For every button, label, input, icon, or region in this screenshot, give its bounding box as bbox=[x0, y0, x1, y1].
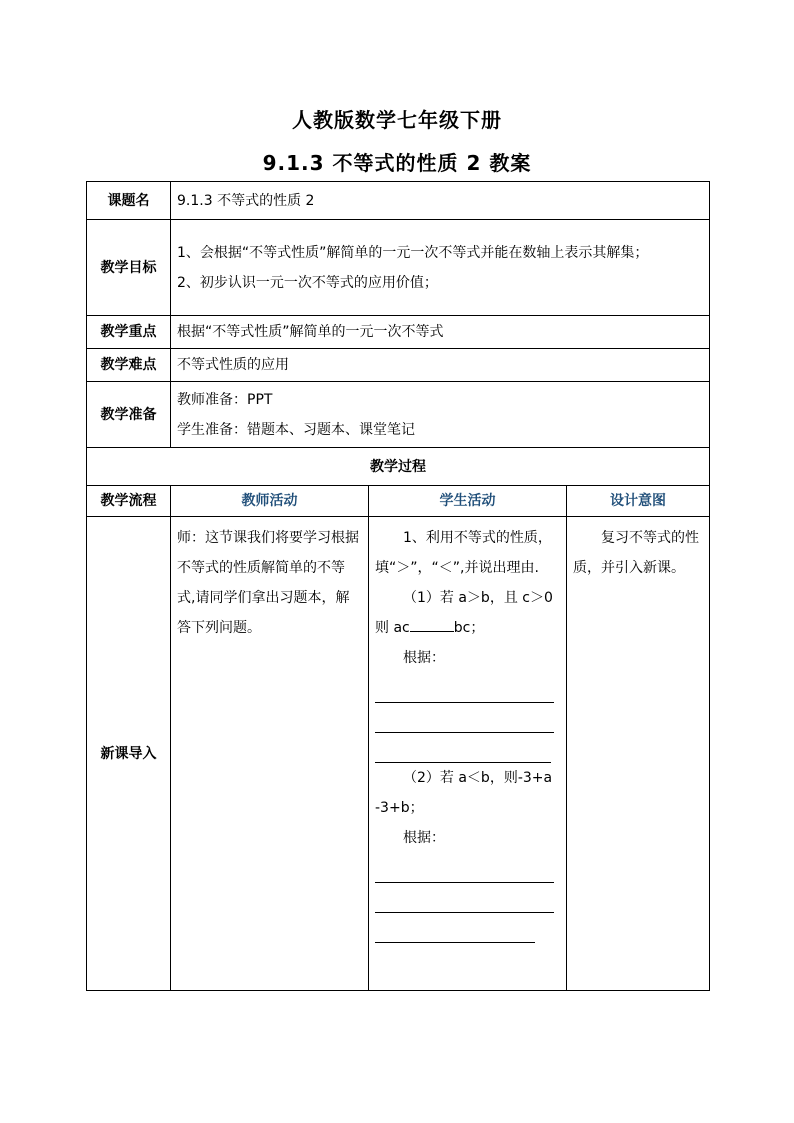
row-key-points bbox=[87, 316, 710, 349]
answer-line[interactable] bbox=[375, 703, 554, 733]
key-points-value: 根据“不等式性质”解简单的一元一次不等式 bbox=[171, 316, 710, 349]
question-2: （2）若 a＜b，则-3+a -3+b； bbox=[375, 770, 553, 816]
row-lesson-name bbox=[87, 182, 710, 220]
question-1-reason-label: 根据： bbox=[403, 650, 445, 666]
row-preparation bbox=[87, 382, 710, 448]
row-stage-intro bbox=[87, 517, 710, 991]
process-heading: 教学过程 bbox=[87, 448, 710, 486]
answer-blank[interactable] bbox=[410, 617, 454, 632]
objectives-value bbox=[171, 220, 710, 316]
preparation-value bbox=[171, 382, 710, 448]
answer-line[interactable] bbox=[375, 733, 551, 763]
preparation-label: 教学准备 bbox=[87, 382, 171, 448]
question-1: （1）若 a＞b，且 c＞0 则 ac bc； bbox=[375, 590, 553, 636]
lesson-name-value: 9.1.3 不等式的性质 2 bbox=[171, 182, 710, 220]
difficulties-value: 不等式性质的应用 bbox=[171, 349, 710, 382]
column-header-student: 学生活动 bbox=[369, 486, 567, 517]
document-title: 人教版数学七年级下册 bbox=[292, 108, 502, 132]
answer-line[interactable] bbox=[375, 853, 554, 883]
student-preparation: 学生准备：错题本、习题本、课堂笔记 bbox=[177, 421, 415, 438]
question-2-reason-label: 根据： bbox=[403, 830, 445, 846]
student-activity-intro: 1、利用不等式的性质，填“＞”，“＜”,并说出理由. bbox=[375, 530, 552, 576]
answer-line[interactable] bbox=[375, 913, 535, 943]
column-header-teacher: 教师活动 bbox=[171, 486, 369, 517]
teacher-preparation: 教师准备：PPT bbox=[177, 391, 273, 408]
student-activity bbox=[369, 517, 567, 991]
row-objectives bbox=[87, 220, 710, 316]
row-difficulties bbox=[87, 349, 710, 382]
objective-item: 2、初步认识一元一次不等式的应用价值； bbox=[177, 274, 438, 291]
column-header-flow: 教学流程 bbox=[87, 486, 171, 517]
objectives-label: 教学目标 bbox=[87, 220, 171, 316]
lesson-plan-table bbox=[86, 181, 710, 991]
stage-name: 新课导入 bbox=[87, 517, 171, 991]
row-column-headers bbox=[87, 486, 710, 517]
row-process-heading bbox=[87, 448, 710, 486]
teacher-activity: 师：这节课我们将要学习根据不等式的性质解简单的不等式,请同学们拿出习题本，解答下列问题。 bbox=[171, 517, 369, 991]
column-header-intent: 设计意图 bbox=[567, 486, 710, 517]
design-intent: 复习不等式的性质，并引入新课。 bbox=[567, 517, 710, 991]
document-subtitle: 9.1.3 不等式的性质 2 教案 bbox=[262, 151, 532, 175]
key-points-label: 教学重点 bbox=[87, 316, 171, 349]
objective-item: 1、会根据“不等式性质”解简单的一元一次不等式并能在数轴上表示其解集； bbox=[177, 244, 649, 261]
answer-line[interactable] bbox=[375, 673, 554, 703]
difficulties-label: 教学难点 bbox=[87, 349, 171, 382]
answer-line[interactable] bbox=[375, 883, 554, 913]
lesson-name-label: 课题名 bbox=[87, 182, 171, 220]
